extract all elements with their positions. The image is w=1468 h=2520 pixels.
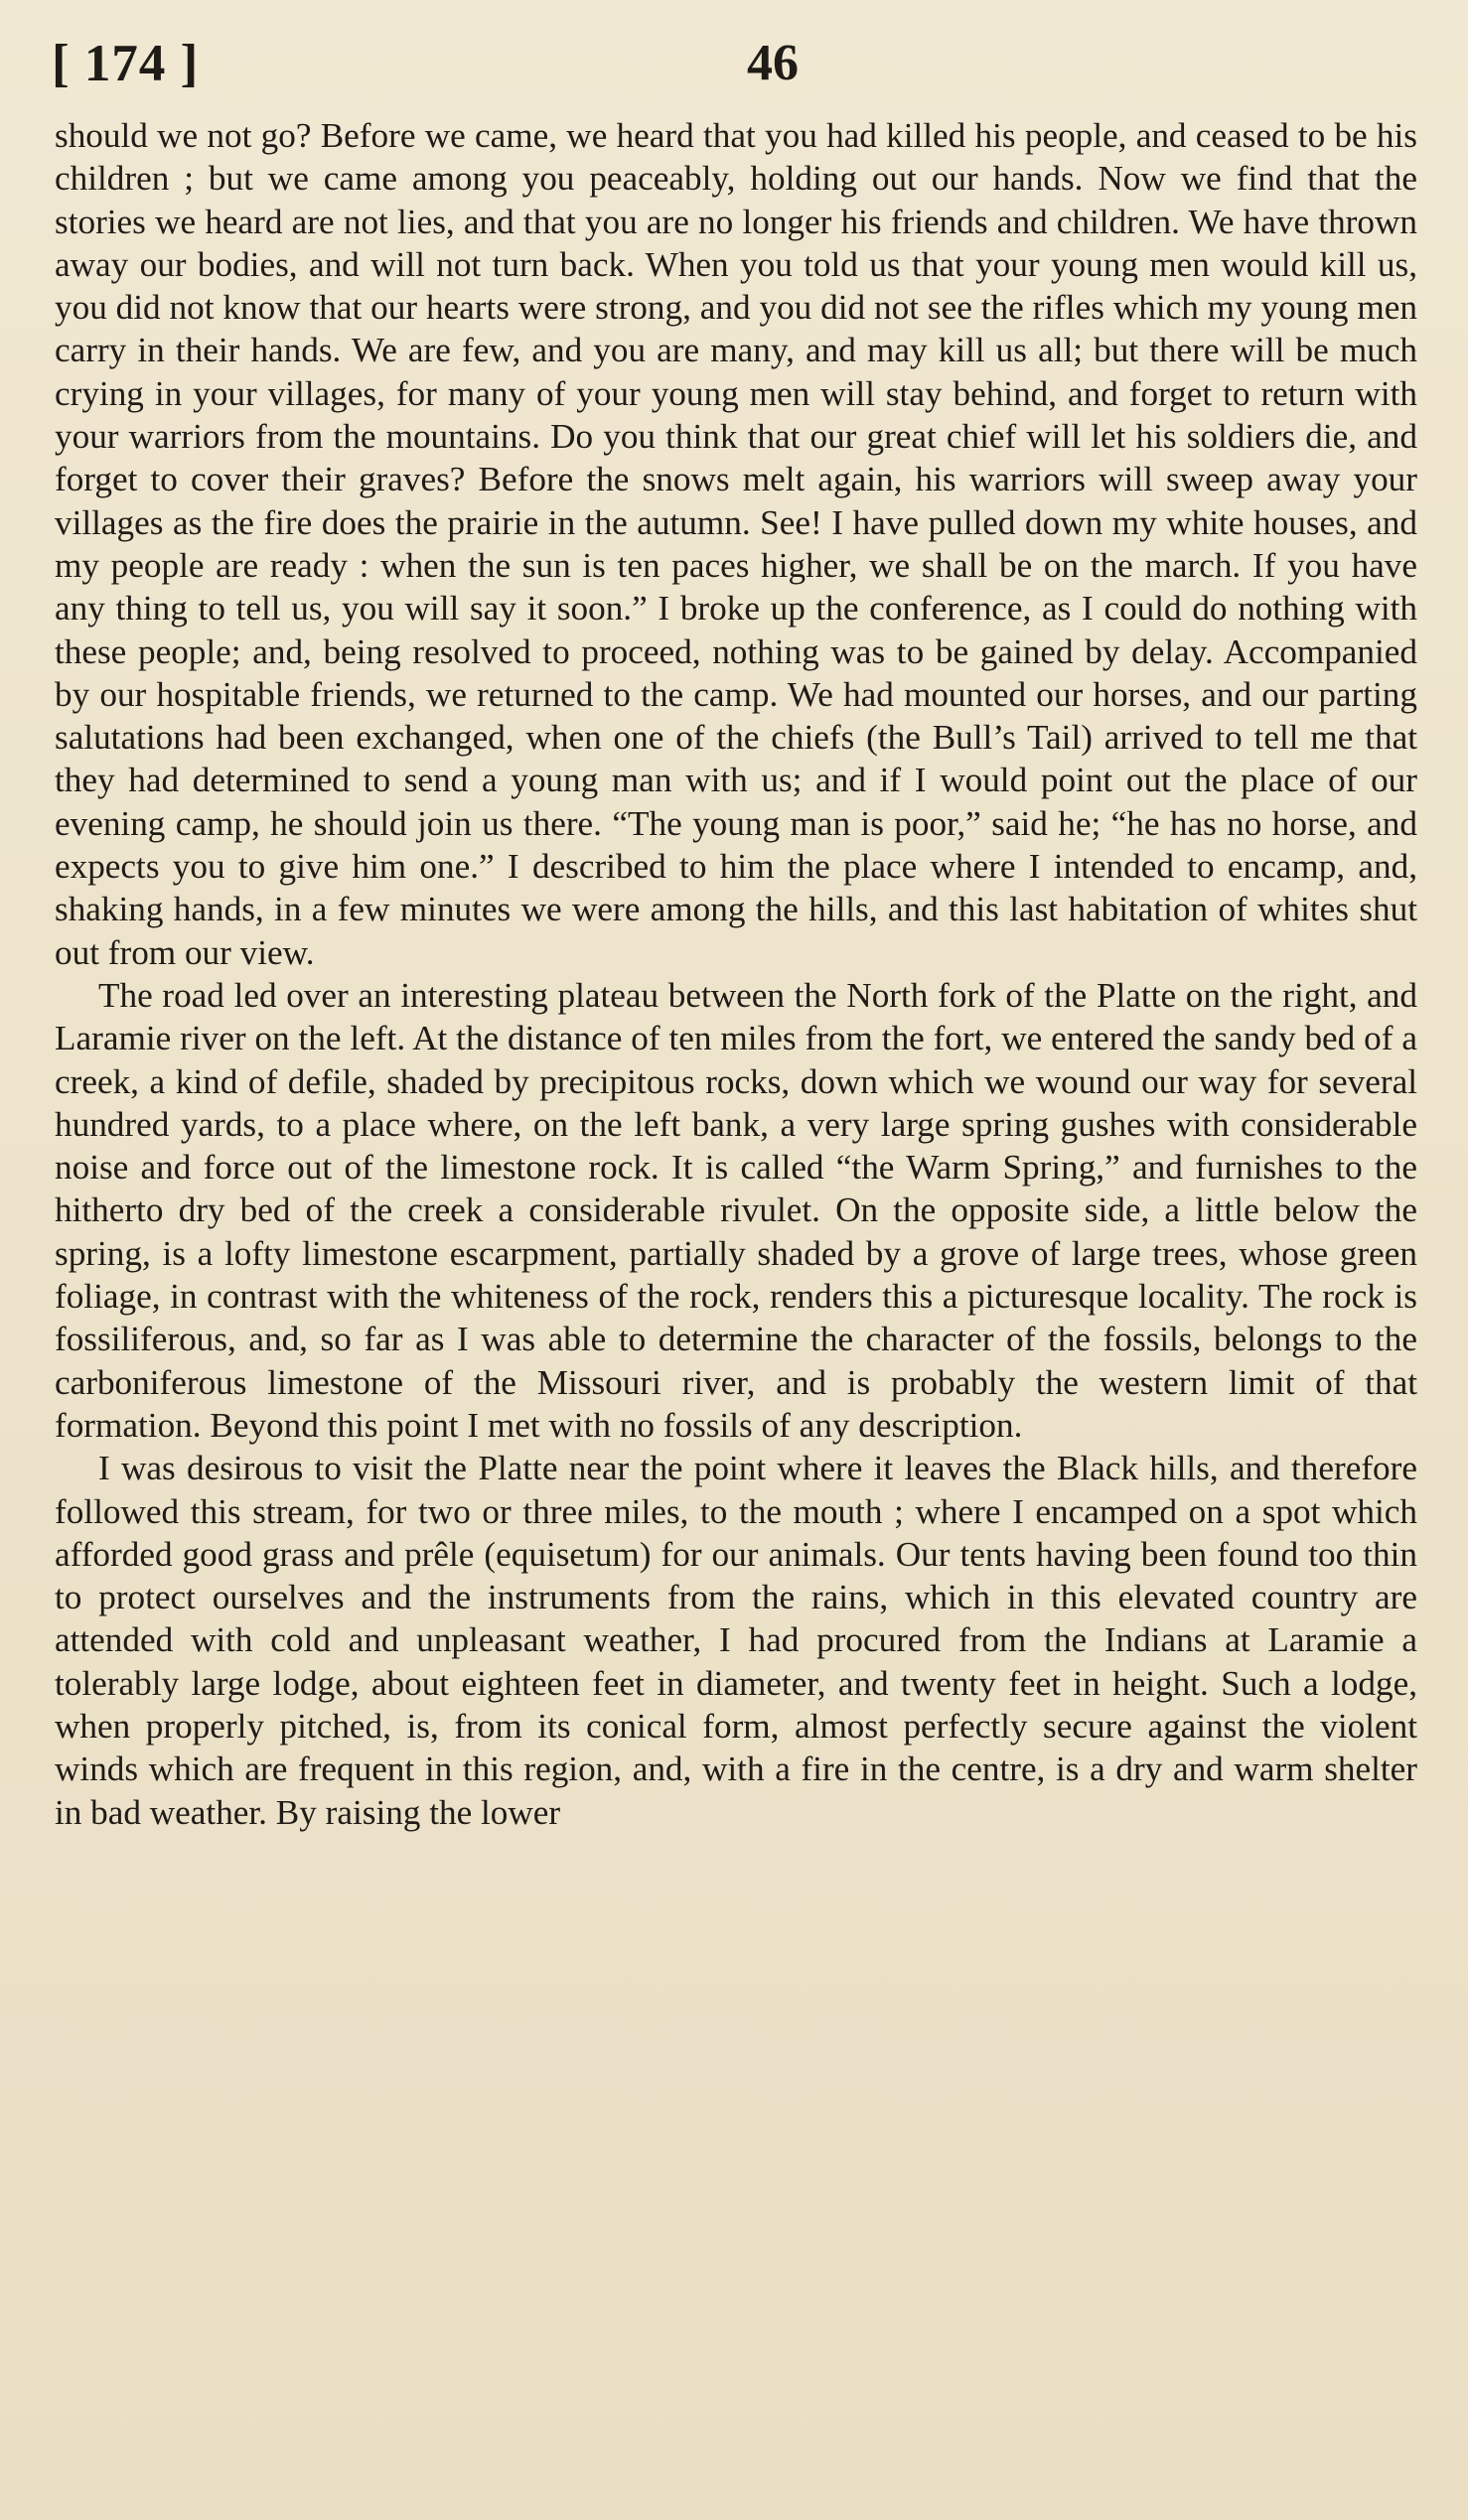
paragraph-3: I was desirous to visit the Platte near the point where it leaves the Black hills, and therefore followed this stream, for two or three miles, to the mouth ; where I encamped on a spot which afforded good grass and prêle (equisetum) for our animals. Our tents having been found too thin to protect ourselves and the instruments from the rains, which in this elevated country are attended with cold and unpleasant weather, I had procured from the Indians at Laramie a tolerably large lodge, about eighteen feet in diameter, and twenty feet in height. Such a lodge, when properly pitched, is, from its conical form, almost perfectly secure against the violent winds which are frequent in this region, and, with a fire in the centre, is a dry and warm shelter in bad weather. By raising the lower [55,1449,1417,1832]
page-header [52,28,1422,99]
bracketed-page-number: [ 174 ] [52,35,200,92]
paragraph-1: should we not go? Before we came, we heard that you had killed his people, and ceased to be his children ; but we came among you peaceably, holding out our hands. Now we find that the stories we heard are not lies, and that you are no longer his friends and children. We have thrown away our bodies, and will not turn back. When you told us that your young men would kill us, you did not know that our hearts were strong, and you did not see the rifles which my young men carry in their hands. We are few, and you are many, and may kill us all; but there will be much crying in your villages, for many of your young men will stay behind, and forget to return with your warriors from the mountains. Do you think that our great chief will let his soldiers die, and forget to cover their graves? Before the snows melt again, his warriors will sweep away your villages as the fire does the prairie in the autumn. See! I have pulled down my white houses, and my people are ready : when the sun is ten paces higher, we shall be on the march. If you have any thing to tell us, you will say it soon.” I broke up the conference, as I could do nothing with these people; and, being resolved to proceed, nothing was to be gained by delay. Accompanied by our hospitable friends, we returned to the camp. We had mounted our horses, and our parting salutations had been exchanged, when one of the chiefs (the Bull’s Tail) arrived to tell me that they had determined to send a young man with us; and if I would point out the place of our evening camp, he should join us there. “The young man is poor,” said he; “he has no horse, and expects you to give him one.” I described to him the place where I intended to encamp, and, shaking hands, in a few minutes we were among the hills, and this last habitation of whites shut out from our view. [55,116,1417,972]
page-number: 46 [747,35,799,91]
body-text [55,114,1417,1834]
paragraph-2: The road led over an interesting plateau between the North fork of the Platte on the right, and Laramie river on the left. At the distance of ten miles from the fort, we entered the sandy bed of a creek, a kind of defile, shaded by precipitous rocks, down which we wound our way for several hundred yards, to a place where, on the left bank, a very large spring gushes with considerable noise and force out of the limestone rock. It is called “the Warm Spring,” and furnishes to the hitherto dry bed of the creek a considerable rivulet. On the opposite side, a little below the spring, is a lofty limestone escarpment, partially shaded by a grove of large trees, whose green foliage, in contrast with the whiteness of the rock, renders this a picturesque locality. The rock is fossiliferous, and, so far as I was able to determine the character of the fossils, belongs to the carboniferous limestone of the Missouri river, and is probably the western limit of that formation. Beyond this point I met with no fossils of any description. [55,975,1417,1445]
